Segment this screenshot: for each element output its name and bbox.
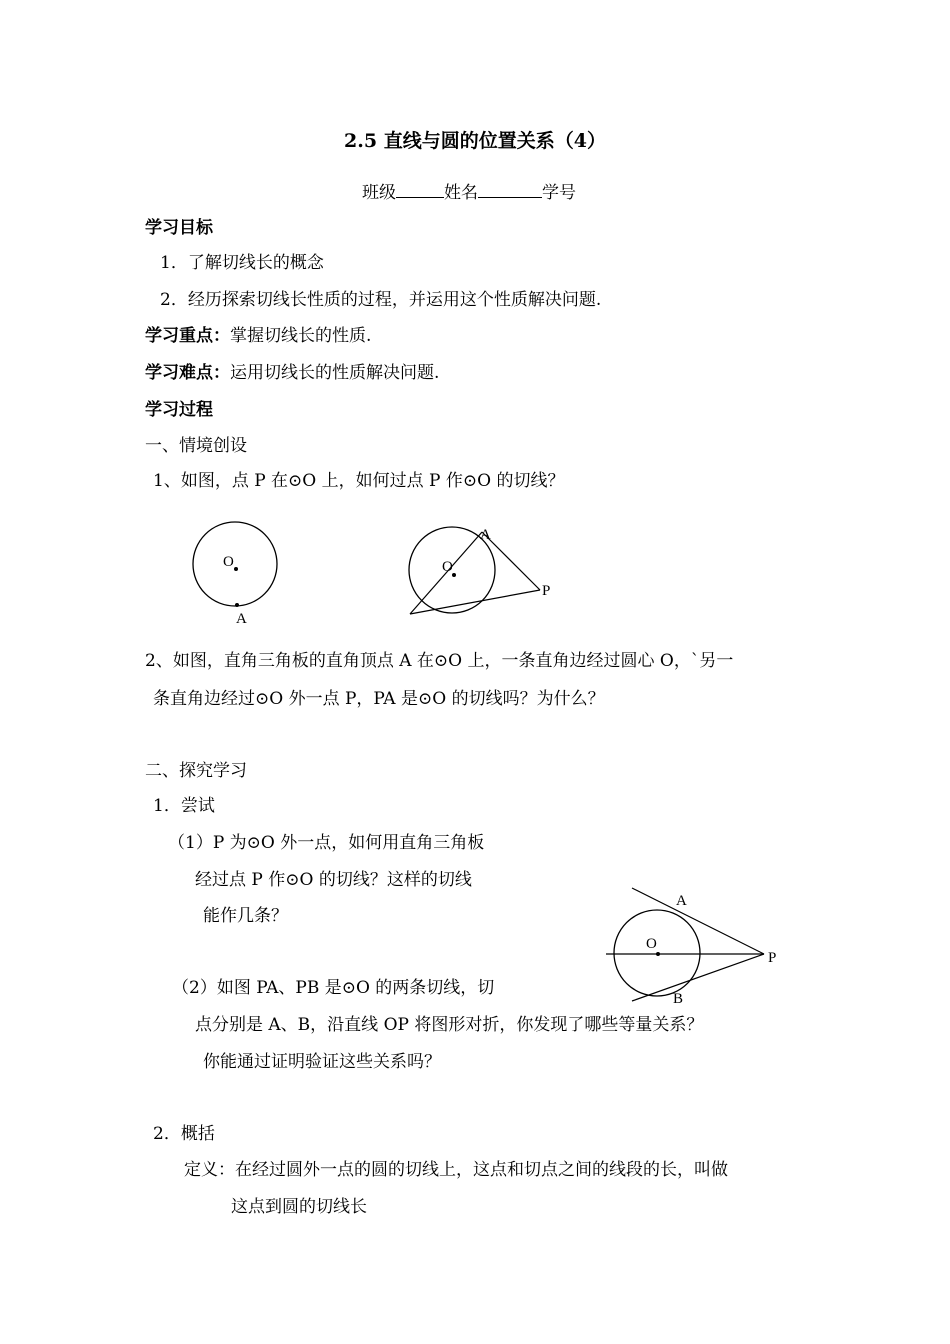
fig3-center-dot — [656, 952, 660, 956]
fig2-line-base — [410, 590, 540, 614]
fig1-point-a-label: A — [236, 611, 247, 627]
figure-1 — [185, 515, 295, 630]
section2-p2-line2: 点分别是 A、B，沿直线 OP 将图形对折，你发现了哪些等量关系？ — [195, 1015, 704, 1035]
fig1-circle — [193, 522, 277, 606]
student-info-line — [362, 183, 576, 202]
fig1-point-a-dot — [235, 603, 239, 607]
section2-p1-line1: （1）P 为⊙O 外一点，如何用直角三角板 — [168, 833, 485, 853]
number-label: 学号 — [542, 183, 576, 203]
objectives-heading: 学习目标 — [145, 218, 213, 238]
figure-2 — [400, 520, 565, 620]
objective-item-1: 1．了解切线长的概念 — [160, 253, 324, 273]
class-label: 班级 — [362, 183, 396, 203]
difficulty-label: 学习难点： — [145, 363, 230, 383]
objective-item-2: 2．经历探索切线长性质的过程，并运用这个性质解决问题. — [160, 290, 602, 310]
section1-question-2-line1: 2、如图，直角三角板的直角顶点 A 在⊙O 上，一条直角边经过圆心 O，`另一 — [145, 651, 734, 671]
process-heading: 学习过程 — [145, 400, 213, 420]
section2-p2-line1: （2）如图 PA、PB 是⊙O 的两条切线，切 — [172, 978, 495, 998]
section2-p1-line3: 能作几条？ — [203, 906, 288, 926]
section1-question-2-line2: 条直角边经过⊙O 外一点 P，PA 是⊙O 的切线吗？为什么？ — [153, 689, 605, 709]
section1-question-1: 1、如图，点 P 在⊙O 上，如何过点 P 作⊙O 的切线？ — [153, 471, 565, 491]
section2-sub2: 2．概括 — [153, 1124, 215, 1144]
section2-heading: 二、探究学习 — [145, 761, 247, 781]
difficulty-text: 运用切线长的性质解决问题. — [230, 363, 440, 383]
key-point-label: 学习重点： — [145, 326, 230, 346]
fig2-point-p-label: P — [542, 583, 551, 599]
fig1-center-label: O — [223, 554, 234, 570]
fig2-point-a-label: A — [480, 527, 491, 543]
fig3-point-b-label: B — [673, 991, 684, 1007]
key-point-text: 掌握切线长的性质. — [230, 326, 372, 346]
difficulty — [145, 365, 439, 382]
fig3-tangent-pb — [632, 954, 764, 1001]
key-point — [145, 328, 371, 345]
fig3-point-p-label: P — [768, 950, 777, 966]
page-title: 2.5 直线与圆的位置关系（4） — [344, 130, 606, 152]
section2-p2-line3: 你能通过证明验证这些关系吗？ — [203, 1052, 441, 1072]
definition-line2: 这点到圆的切线长 — [231, 1197, 367, 1217]
section2-p1-line2: 经过点 P 作⊙O 的切线？这样的切线 — [195, 870, 472, 890]
name-label: 姓名 — [444, 183, 478, 203]
section2-sub1: 1．尝试 — [153, 796, 215, 816]
section1-heading: 一、情境创设 — [145, 436, 247, 456]
definition-line1: 定义：在经过圆外一点的圆的切线上，这点和切点之间的线段的长，叫做 — [184, 1160, 728, 1180]
fig3-point-a-label: A — [676, 893, 687, 909]
figure-3 — [600, 885, 790, 1010]
name-blank[interactable] — [478, 183, 542, 198]
fig3-center-label: O — [646, 936, 657, 952]
fig1-center-dot — [234, 567, 238, 571]
class-blank[interactable] — [396, 183, 444, 198]
fig2-center-label: O — [442, 559, 453, 575]
